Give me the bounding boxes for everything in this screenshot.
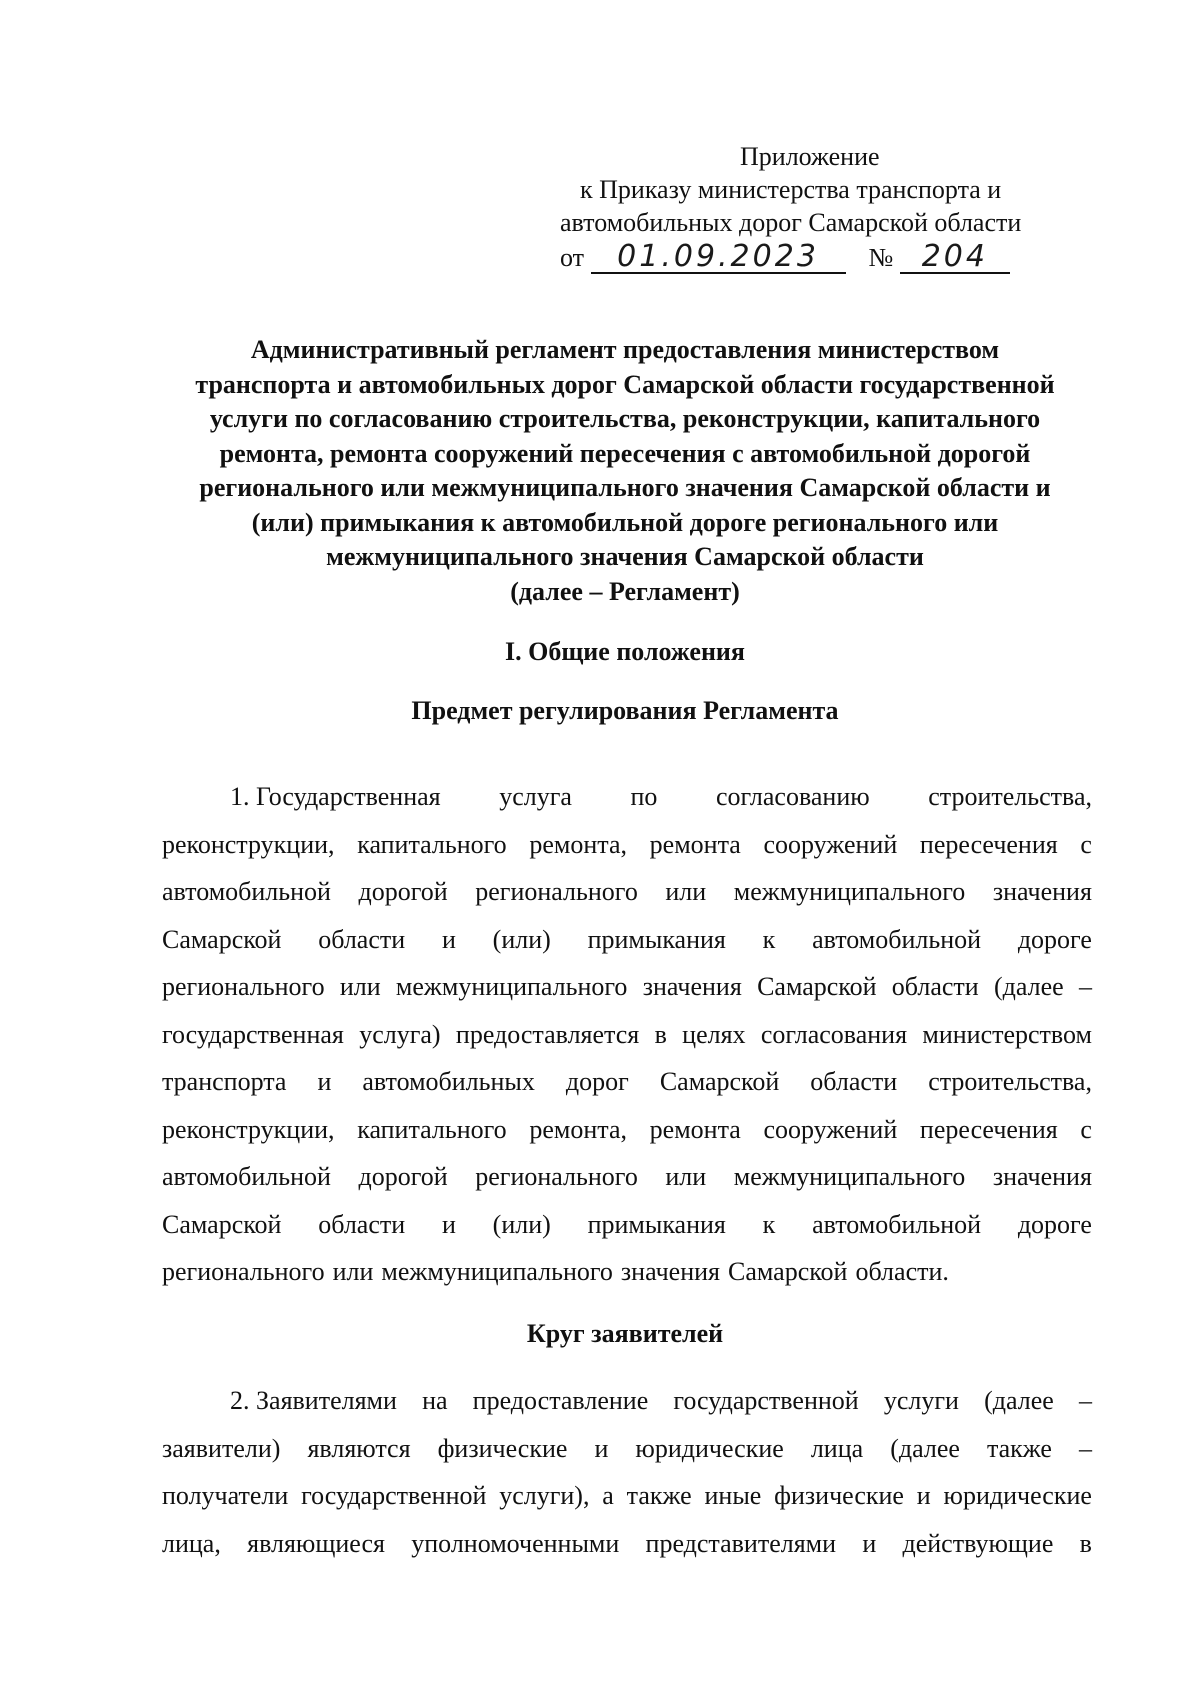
word: автомобильной <box>812 1209 982 1239</box>
word: или <box>332 1257 374 1286</box>
word: автомобильных <box>362 1067 535 1096</box>
word: государственной <box>673 1386 859 1415</box>
title-line: транспорта и автомобильных дорог Самарской области государственной <box>195 369 1055 399</box>
paragraph-line <box>162 1201 1092 1249</box>
word: услуга) <box>359 1019 441 1049</box>
word: к <box>762 924 776 954</box>
section-heading-subject: Предмет регулирования Регламента <box>411 696 839 725</box>
paragraph-line <box>162 1248 1092 1296</box>
word: реконструкции, <box>162 829 335 859</box>
word: области <box>891 972 979 1001</box>
word: с <box>1080 1114 1092 1144</box>
word: и <box>594 1433 609 1463</box>
paragraph-line <box>162 1520 1092 1568</box>
word: примыкания <box>587 924 726 954</box>
word: физические <box>437 1433 568 1463</box>
paragraph-line <box>162 1153 1092 1201</box>
word: государственная <box>162 1019 344 1049</box>
word: предоставление <box>472 1386 649 1415</box>
word: (или) <box>492 1209 551 1239</box>
word: дорогой <box>358 877 448 906</box>
word: а <box>602 1481 614 1510</box>
word: значения <box>992 877 1092 906</box>
handwritten-date: 01.09.2023 <box>591 242 846 274</box>
word: – <box>1078 1433 1092 1463</box>
word: регионального <box>475 877 638 906</box>
word: представителями <box>645 1528 837 1558</box>
word: области <box>810 1067 898 1096</box>
handwritten-number: 204 <box>900 242 1010 274</box>
word: реконструкции, <box>162 1114 335 1144</box>
word: автомобильной <box>162 1162 331 1191</box>
word: значения <box>642 972 742 1001</box>
word: также <box>626 1481 692 1510</box>
word: и <box>441 924 456 954</box>
word: физические <box>774 1481 904 1510</box>
word: по <box>630 782 658 811</box>
word: являются <box>307 1433 411 1463</box>
paragraph-line <box>162 1472 1092 1520</box>
word: (далее <box>890 1433 960 1463</box>
word: области <box>318 924 406 954</box>
paragraph-line <box>162 868 1092 916</box>
word: уполномоченными <box>411 1528 620 1558</box>
word: к <box>762 1209 776 1239</box>
word: межмуниципального <box>733 1162 966 1191</box>
word: лица, <box>162 1528 221 1558</box>
paragraph-line <box>162 821 1092 869</box>
document-title <box>150 333 1100 609</box>
paragraph-2 <box>162 1377 1092 1567</box>
paragraph-line <box>162 773 1092 821</box>
word: заявители) <box>162 1433 281 1463</box>
word: согласованию <box>716 782 870 811</box>
word: межмуниципального <box>381 1257 613 1286</box>
word: примыкания <box>587 1209 726 1239</box>
word: регионального <box>475 1162 638 1191</box>
word: регионального <box>162 1257 325 1286</box>
paragraph-line <box>162 1011 1092 1059</box>
word: Самарской <box>162 1209 282 1239</box>
word: ремонта, <box>529 829 627 859</box>
word: услуги), <box>499 1481 590 1510</box>
word: дорог <box>565 1067 629 1096</box>
word: предоставляется <box>455 1019 640 1049</box>
paragraph-line <box>162 1425 1092 1473</box>
word: значения <box>620 1257 720 1286</box>
appendix-date-number <box>560 241 1080 274</box>
word: действующие <box>902 1528 1054 1558</box>
word: на <box>422 1386 448 1415</box>
word: услуга <box>499 782 572 811</box>
word: значения <box>992 1162 1092 1191</box>
word: в <box>654 1019 667 1049</box>
word: министерством <box>922 1019 1092 1049</box>
word: и <box>441 1209 456 1239</box>
word: услуги <box>883 1386 959 1415</box>
word: и <box>916 1481 931 1510</box>
paragraph-line <box>162 916 1092 964</box>
title-line: (или) примыкания к автомобильной дороге регионального или <box>251 507 999 537</box>
word: дороге <box>1017 1209 1092 1239</box>
word: или <box>665 1162 707 1191</box>
section-heading-general: I. Общие положения <box>505 637 745 666</box>
word: в <box>1079 1528 1092 1558</box>
appendix-ministry: автомобильных дорог Самарской области <box>560 208 1022 237</box>
word: транспорта <box>162 1067 287 1096</box>
paragraph-line <box>162 1377 1092 1425</box>
word: (далее <box>993 972 1064 1001</box>
word: получатели <box>162 1481 289 1510</box>
word: (или) <box>492 924 551 954</box>
title-line: регионального или межмуниципального значения Самарской области и <box>199 473 1051 502</box>
word: с <box>1080 829 1092 859</box>
word: области <box>318 1209 406 1239</box>
word: и <box>862 1528 877 1558</box>
word: сооружений <box>763 1114 898 1144</box>
word: лица <box>810 1433 864 1463</box>
word: ремонта, <box>529 1114 627 1144</box>
word: Самарской <box>757 972 877 1001</box>
appendix-block <box>560 140 1080 274</box>
word: строительства, <box>928 1067 1092 1096</box>
word: Самарской <box>162 924 282 954</box>
word: строительства, <box>928 782 1092 811</box>
word: Самарской <box>728 1257 848 1286</box>
paragraph-line <box>162 963 1092 1011</box>
title-line: ремонта, ремонта сооружений пересечения с автомобильной дорогой <box>219 438 1031 468</box>
word: согласования <box>760 1019 908 1049</box>
from-label: от <box>560 243 585 272</box>
word: пересечения <box>919 829 1058 859</box>
word: государственной <box>301 1481 487 1510</box>
word: межмуниципального <box>733 877 966 906</box>
paragraph-line <box>162 1106 1092 1154</box>
section-heading-applicants: Круг заявителей <box>526 1319 724 1348</box>
word: – <box>1078 1386 1092 1415</box>
word: дороге <box>1017 924 1092 954</box>
word: автомобильной <box>812 924 982 954</box>
word: пересечения <box>919 1114 1058 1144</box>
word: являющиеся <box>247 1528 385 1558</box>
word: целях <box>682 1019 746 1049</box>
paragraph-line <box>162 1058 1092 1106</box>
word: ремонта <box>649 1114 741 1144</box>
word: или <box>339 972 381 1001</box>
title-line: Административный регламент предоставления министерством <box>250 335 1000 364</box>
appendix-order-ref: к Приказу министерства транспорта и <box>580 175 1002 204</box>
word: дорогой <box>358 1162 448 1191</box>
title-line: межмуниципального значения Самарской области <box>326 542 924 571</box>
title-line: услуги по согласованию строительства, реконструкции, капитального <box>209 404 1041 433</box>
word: сооружений <box>763 829 898 859</box>
word: и <box>317 1067 332 1096</box>
word: Самарской <box>659 1067 780 1096</box>
word: регионального <box>162 972 325 1001</box>
word: (далее <box>984 1386 1054 1415</box>
word: автомобильной <box>162 877 331 906</box>
word: юридические <box>943 1481 1092 1510</box>
word: ремонта <box>649 829 741 859</box>
word: капитального <box>357 829 507 859</box>
title-line: (далее – Регламент) <box>510 576 740 606</box>
word: иные <box>704 1481 762 1510</box>
number-label: № <box>868 243 894 272</box>
word: 2. Заявителями <box>230 1386 397 1415</box>
word: или <box>665 877 707 906</box>
word: 1. Государственная <box>230 782 441 811</box>
appendix-label: Приложение <box>740 142 880 171</box>
word: также <box>986 1433 1052 1463</box>
word: капитального <box>357 1114 507 1144</box>
word: области. <box>855 1257 949 1286</box>
word: – <box>1078 972 1092 1001</box>
paragraph-1 <box>162 773 1092 1296</box>
word: межмуниципального <box>395 972 628 1001</box>
word: юридические <box>635 1433 784 1463</box>
